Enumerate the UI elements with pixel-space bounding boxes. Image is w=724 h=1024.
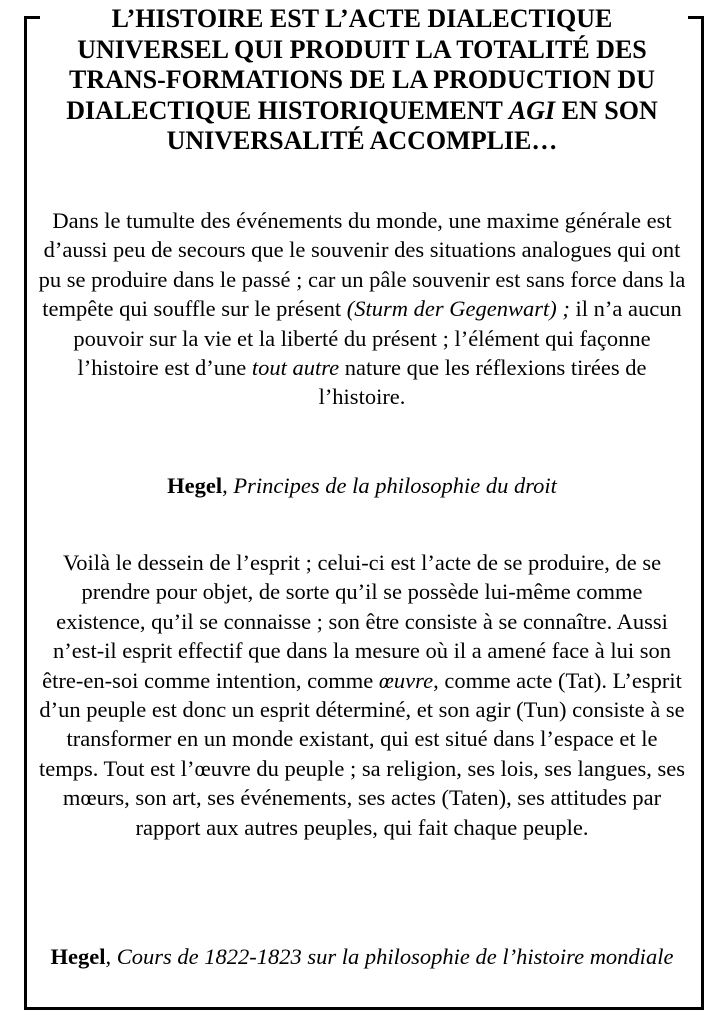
page-frame [24, 16, 704, 1010]
citation-separator: , [222, 473, 234, 498]
citation-work: Cours de 1822-1823 sur la philosophie de l’histoire mondiale [116, 944, 674, 969]
quote-text: , comme acte (Tat). L’esprit d’un peuple est donc un esprit déterminé, et son agir (Tun) consiste à se transformer en un monde existant, qui est situé dans l’espace et le temps. Tout est l’œuvre du peuple ; sa religion, ses lois, ses langues, ses mœurs, son art, ses événements, ses actes (Taten), ses attitudes par rapport aux autres peuples, qui fait chaque peuple. [38, 667, 686, 840]
frame-corner-left [24, 16, 40, 19]
citation-author: Hegel [167, 473, 223, 498]
quote-philosophy-of-history [36, 548, 688, 842]
title-text: L’HISTOIRE EST L’ACTE DIALECTIQUE UNIVERSEL QUI PRODUIT LA TOTALITÉ DES TRANS-FORMATIONS DE LA PRODUCTION DU DIALECTIQUE HISTORIQUEMENT [66, 4, 655, 125]
title-emphasis: AGI [508, 95, 556, 125]
quote-text: Dans le tumulte des événements du monde, une maxime générale est d’aussi peu de secours que le souvenir des situations analogues qui ont pu se produire dans le passé ; car un pâle souvenir est sans force dans la tempête qui souffle sur le présent [38, 208, 686, 322]
citation-work: Principes de la philosophie du droit [233, 473, 557, 498]
quote-italic-emphasis: tout autre [251, 355, 340, 381]
frame-corner-right [688, 16, 704, 19]
quote-italic-term: œuvre [378, 667, 434, 693]
page-title [40, 4, 684, 157]
title-text-end: EN SON UNIVERSALITÉ ACCOMPLIE… [166, 95, 658, 155]
citation-philosophy-of-right [36, 473, 688, 499]
citation-author: Hegel [50, 944, 106, 969]
citation-separator: , [105, 944, 117, 969]
quote-philosophy-of-right [36, 206, 688, 412]
quote-italic-term: (Sturm der Gegenwart) ; [346, 296, 570, 322]
quote-text: il n’a aucun pouvoir sur la vie et la liberté du présent ; l’élément qui façonne l’histoire est d’une [73, 296, 682, 381]
quote-text: nature que les réflexions tirées de l’histoire. [318, 355, 647, 410]
quote-text: Voilà le dessein de l’esprit ; celui-ci est l’acte de se produire, de se prendre pour objet, de sorte qu’il se possède lui-même comme existence, qu’il se connaisse ; son être consiste à se connaître. Aussi n’est-il esprit effectif que dans la mesure où il a amené face à lui son être-en-soi comme intention, comme [42, 550, 672, 693]
citation-philosophy-of-history [36, 944, 688, 970]
